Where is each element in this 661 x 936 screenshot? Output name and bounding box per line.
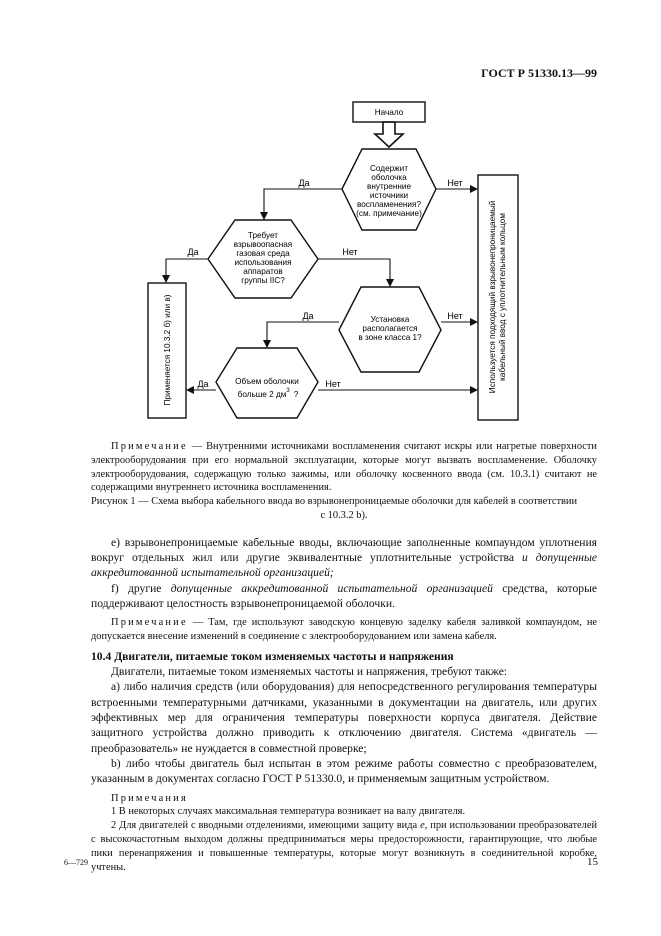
d3-line: Установка (370, 315, 410, 324)
start-arrow (375, 122, 403, 147)
box-right-label-line: кабельный ввод с уплотнительным кольцом (498, 213, 507, 381)
d1-line: источники (369, 191, 409, 200)
d2-line: использования (234, 258, 292, 267)
notes-item-2 (91, 819, 597, 874)
label-no: Нет (325, 379, 341, 389)
d4-question: ? (293, 390, 299, 399)
figure-1-flowchart (0, 0, 661, 440)
body-text (91, 440, 597, 874)
label-no: Нет (447, 311, 463, 321)
note-text: — Внутренними источниками воспламенения считают искры или нагретые поверхности электрооборудования при его нормальной эксплуатации, которые могут вызвать воспламенение. Оболочку электрооборудования, содержащую только зажимы, или оболочку косвенного ввода (см. 10.3.1) считают не содержащими внутреннего источника воспламенения. (91, 441, 597, 494)
d1-line: оболочка (371, 173, 407, 182)
d4-line: Объем оболочки (235, 377, 299, 386)
d4-line: больше 2 дм (237, 390, 287, 399)
d1-line: (см. примечание) (356, 209, 422, 218)
box-left-label: Применяется 10.3.2 б) или в) (163, 294, 172, 406)
d2-text (234, 231, 292, 285)
item-f-text: средства, которые поддерживают целостность взрывонепроницаемой оболочки. (91, 581, 598, 610)
label-yes: Да (302, 311, 314, 321)
item-e-italic: и допущенные аккредитованной испытательной организацией; (91, 551, 597, 580)
item-f-italic: допущенные аккредитованной испытательной организацией (170, 581, 493, 595)
label-yes: Да (197, 379, 209, 389)
section-intro: Двигатели, питаемые током изменяемых частоты и напряжения, требуют также: (111, 665, 508, 679)
d1-text (356, 164, 422, 218)
item-f-text: f) другие (111, 581, 171, 595)
section-item-b: b) либо чтобы двигатель был испытан в этом режиме работы совместно с преобразователем, указанным в документах согласно ГОСТ Р 51330.0, и применяемым защитным устройством. (91, 756, 597, 786)
label-yes: Да (187, 247, 199, 257)
d3-line: располагается (362, 324, 418, 333)
footer-print-code: 6—729 (64, 858, 88, 867)
note-2 (91, 616, 597, 644)
notes-item-2-text: , при использовании преобразователей с высокочастотным выходом должны предприниматься меры предосторожности, гарантирующие, что любые пики перенапряжения и повышенные температуры, которые могут возникнуть в соединительной коробке, учтены. (91, 820, 598, 873)
d2-line: группы IIC? (241, 276, 285, 285)
d3-text (358, 315, 422, 342)
d1-line: воспламенения? (356, 200, 422, 209)
note-label: Примечание (111, 617, 188, 629)
box-right-label-line: Используется подходящий взрывонепроницаемый (488, 200, 497, 394)
note-1 (91, 440, 597, 495)
item-f (91, 581, 597, 612)
section-heading: 10.4 Двигатели, питаемые током изменяемых частоты и напряжения (91, 649, 454, 663)
note-label: Примечание (111, 441, 188, 452)
d1-line: Содержит (370, 164, 408, 173)
page-number: 15 (587, 856, 598, 868)
item-e-text: е) взрывонепроницаемые кабельные вводы, включающие заполненные компаундом уплотнения вокруг отдельных жил или другие эквивалентные уплотнительные устройства (91, 535, 597, 565)
figure-caption-line-2: с 10.3.2 b). (320, 509, 368, 521)
d4-superscript: 3 (286, 388, 290, 394)
notes-item-1: 1 В некоторых случаях максимальная температура возникает на валу двигателя. (111, 806, 466, 818)
item-e (91, 535, 597, 581)
d2-line: взрывоопасная (233, 240, 293, 249)
start-label: Начало (374, 108, 404, 117)
label-yes: Да (298, 178, 310, 188)
notes-label: Примечания (111, 792, 188, 804)
notes-item-2-italic: е (420, 820, 425, 832)
d3-line: в зоне класса 1? (358, 333, 422, 342)
standard-header: ГОСТ Р 51330.13—99 (481, 66, 597, 80)
d1-line: внутренние (367, 182, 411, 191)
notes-item-2-text: 2 Для двигателей с вводными отделениями, имеющими защиту вида (111, 820, 421, 832)
label-no: Нет (342, 247, 358, 257)
d2-line: аппаратов (243, 267, 283, 276)
d2-line: газовая среда (236, 249, 290, 258)
note-text: — Там, где используют заводскую концевую заделку кабеля заливкой компаундом, не допускается внесение изменений в соединение с электрооборудованием или замена кабеля. (91, 617, 597, 643)
d2-line: Требует (247, 231, 279, 240)
label-no: Нет (447, 178, 463, 188)
section-item-a: а) либо наличия средств (или оборудования) для непосредственного регулирования температуры встроенными температурными датчиками, указанными в документации на двигатель, или других эффективных мер для ограничения температуры поверхности корпуса двигателя. Действие защитного устройства должно приводить к отключению двигателя. Система «двигатель — преобразователь» не нуждается в совместной проверке; (91, 680, 597, 755)
d4-text (235, 377, 299, 399)
figure-caption-line-1: Рисунок 1 — Схема выбора кабельного ввода во взрывонепроницаемые оболочки для кабелей в соответствии (91, 496, 578, 508)
